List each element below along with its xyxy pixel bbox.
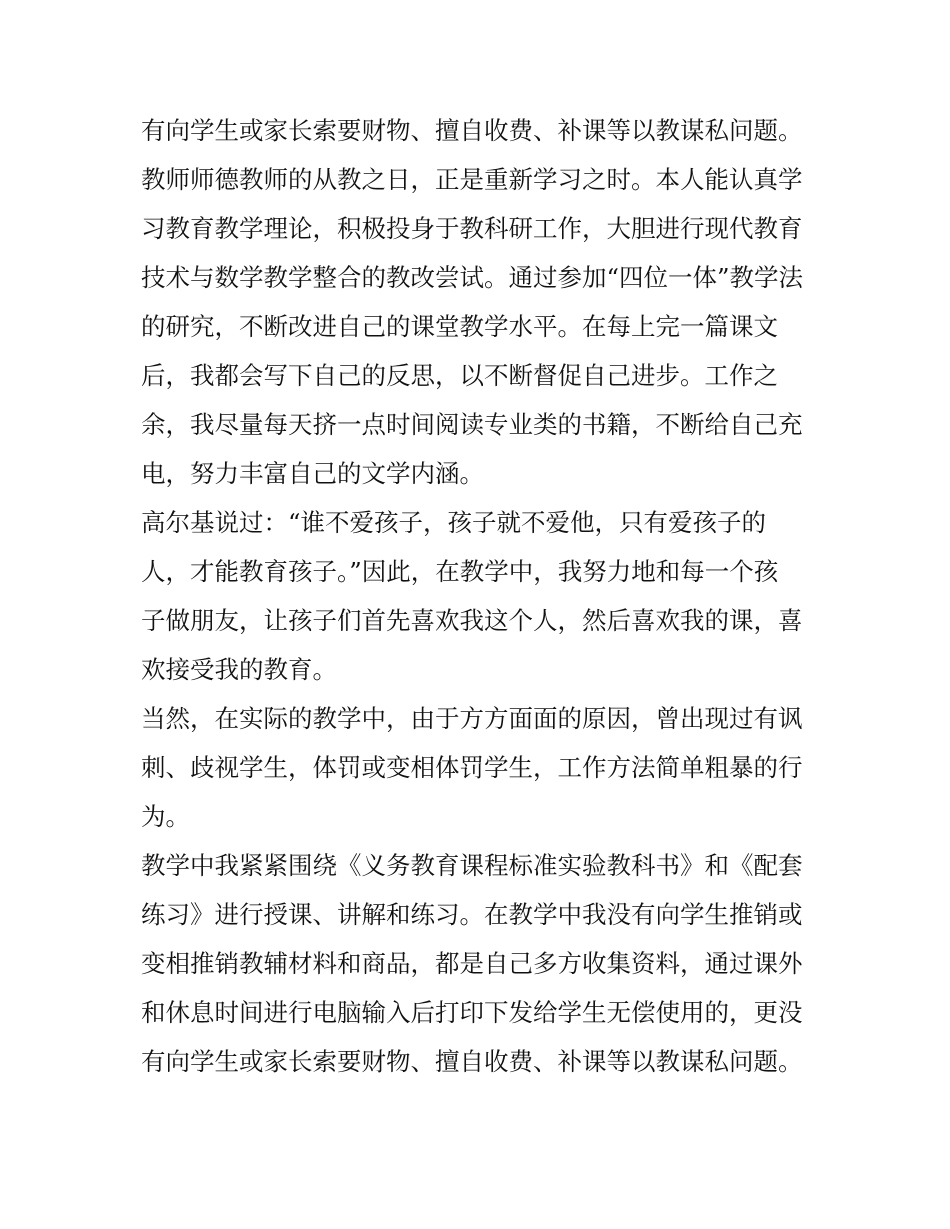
text-line: 变相推销教辅材料和商品，都是自己多方收集资料，通过课外 <box>141 949 803 978</box>
text-line: 刺、歧视学生，体罚或变相体罚学生，工作方法简单粗暴的行 <box>141 753 803 782</box>
text-line: 的研究，不断改进自己的课堂教学水平。在每上完一篇课文 <box>141 312 778 341</box>
text-line: 当然，在实际的教学中，由于方方面面的原因，曾出现过有讽 <box>141 704 803 733</box>
text-line: 高尔基说过：“谁不爱孩子，孩子就不爱他，只有爱孩子的 <box>141 508 767 537</box>
body-text <box>141 106 821 1086</box>
text-line: 有向学生或家长索要财物、擅自收费、补课等以教谋私问题。 <box>141 116 803 145</box>
text-line: 电，努力丰富自己的文学内涵。 <box>141 459 484 488</box>
text-line: 技术与数学教学整合的教改尝试。通过参加“四位一体”教学法 <box>141 263 804 292</box>
text-line: 和休息时间进行电脑输入后打印下发给学生无偿使用的，更没 <box>141 998 803 1027</box>
text-line: 余，我尽量每天挤一点时间阅读专业类的书籍，不断给自己充 <box>141 410 803 439</box>
text-line: 有向学生或家长索要财物、擅自收费、补课等以教谋私问题。 <box>141 1047 803 1076</box>
text-line: 欢接受我的教育。 <box>141 655 337 684</box>
text-line: 人，才能教育孩子。”因此，在教学中，我努力地和每一个孩 <box>141 557 779 586</box>
text-line: 子做朋友，让孩子们首先喜欢我这个人，然后喜欢我的课，喜 <box>141 606 803 635</box>
text-line: 教师师德教师的从教之日，正是重新学习之时。本人能认真学 <box>141 165 803 194</box>
text-line: 后，我都会写下自己的反思，以不断督促自己进步。工作之 <box>141 361 778 390</box>
text-line: 教学中我紧紧围绕《义务教育课程标准实验教科书》和《配套 <box>141 851 803 880</box>
text-line: 习教育教学理论，积极投身于教科研工作，大胆进行现代教育 <box>141 214 803 243</box>
text-line: 为。 <box>141 802 190 831</box>
text-line: 练习》进行授课、讲解和练习。在教学中我没有向学生推销或 <box>141 900 803 929</box>
